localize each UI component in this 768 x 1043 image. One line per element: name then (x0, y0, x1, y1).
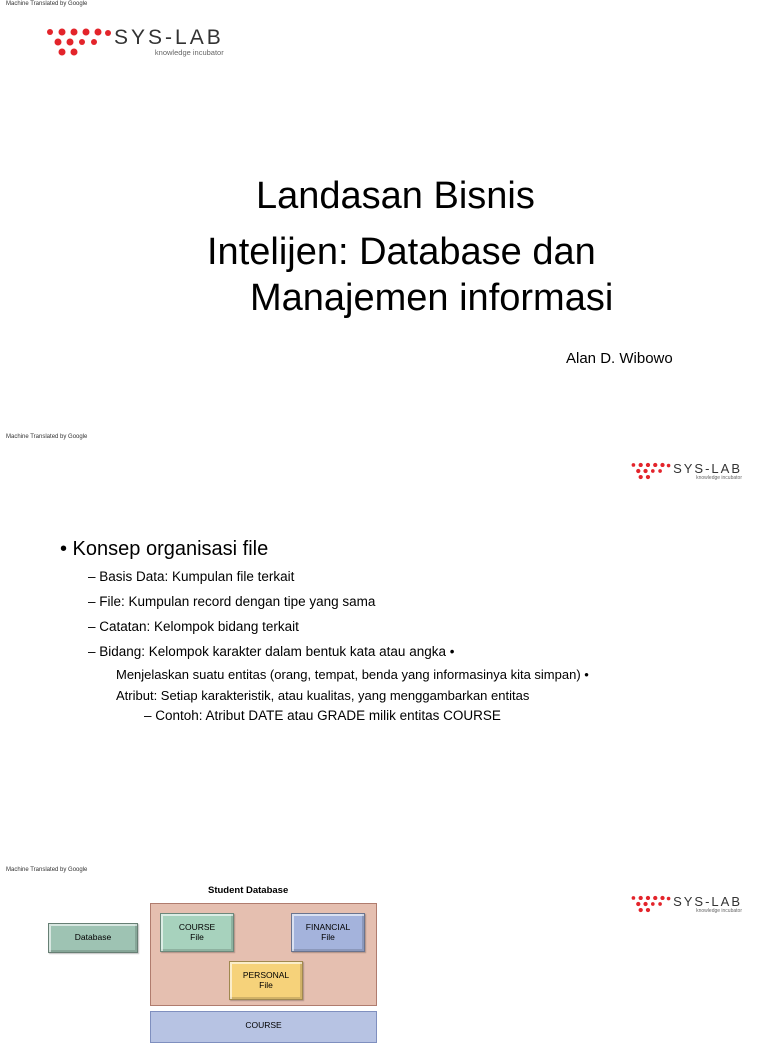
financial-file-box (291, 913, 365, 952)
machine-translated-note: Machine Translated by Google (6, 1, 88, 7)
sub-sub-bullet: Atribut: Setiap karakteristik, atau kualitas, yang menggambarkan entitas (116, 688, 530, 703)
concepts-slide (0, 433, 768, 863)
sys-lab-logo (631, 461, 742, 481)
course-record-box (150, 1011, 377, 1043)
example-bullet: – Contoh: Atribut DATE atau GRADE milik entitas COURSE (144, 708, 501, 723)
logo-brand: SYS-LAB (114, 26, 224, 50)
logo-tagline: knowledge incubator (154, 48, 224, 58)
personal-file-box (229, 961, 303, 1000)
machine-translated-note: Machine Translated by Google (6, 434, 88, 440)
sys-lab-dots-icon (631, 461, 671, 481)
slide-title-line-1: Landasan Bisnis (256, 175, 535, 217)
course-file-type: File (190, 931, 204, 942)
database-box (48, 923, 138, 953)
sub-bullet: – Catatan: Kelompok bidang terkait (88, 619, 299, 634)
sub-bullet: – Bidang: Kelompok karakter dalam bentuk kata atau angka • (88, 644, 455, 659)
personal-file-name: PERSONAL (242, 969, 290, 980)
logo-tagline: knowledge incubator (696, 907, 742, 914)
course-record-label: COURSE (245, 1020, 282, 1030)
sys-lab-dots-icon (46, 26, 112, 58)
sys-lab-dots-icon (631, 894, 671, 914)
sys-lab-logo (46, 26, 224, 58)
database-label: Database (74, 932, 112, 943)
diagram-title: Student Database (208, 885, 289, 896)
title-slide (0, 0, 768, 430)
sys-lab-logo (631, 894, 742, 914)
slide-title-line-2: Intelijen: Database dan (207, 231, 596, 273)
financial-file-name: FINANCIAL (305, 921, 351, 932)
sub-bullet: – File: Kumpulan record dengan tipe yang sama (88, 594, 376, 609)
logo-brand: SYS-LAB (673, 460, 742, 476)
course-file-box (160, 913, 234, 952)
sub-sub-bullet: Menjelaskan suatu entitas (orang, tempat, benda yang informasinya kita simpan) • (116, 667, 589, 682)
financial-file-type: File (321, 931, 335, 942)
logo-brand: SYS-LAB (673, 893, 742, 909)
logo-tagline: knowledge incubator (696, 474, 742, 481)
main-bullet: • Konsep organisasi file (60, 538, 269, 560)
machine-translated-note: Machine Translated by Google (6, 867, 88, 873)
slide-title-line-3: Manajemen informasi (250, 277, 614, 319)
sub-bullet: – Basis Data: Kumpulan file terkait (88, 569, 295, 584)
course-file-name: COURSE (178, 921, 216, 932)
author-name: Alan D. Wibowo (566, 350, 673, 367)
personal-file-type: File (259, 979, 273, 990)
diagram-slide (0, 866, 768, 1030)
